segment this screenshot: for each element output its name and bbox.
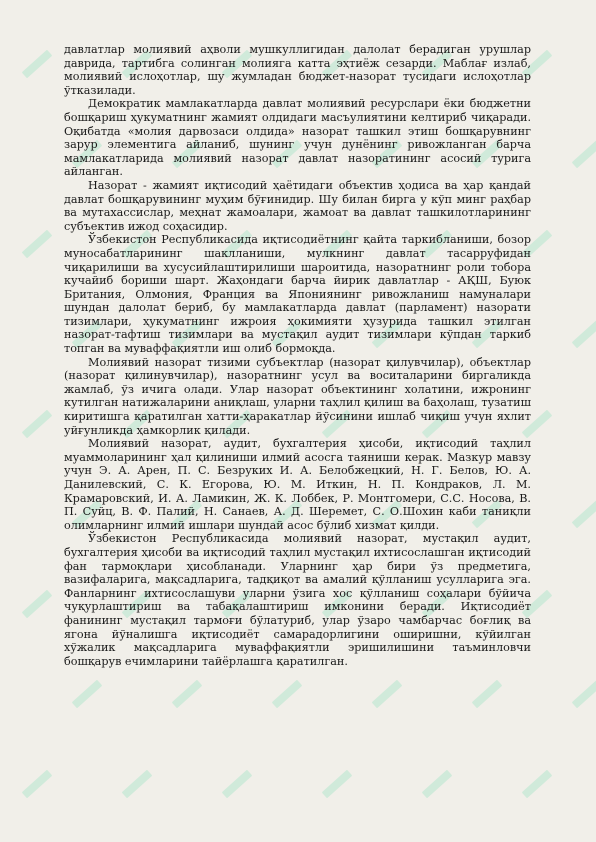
paragraph-5: Молиявий назорат тизими субъектлар (назорат қилувчилар), объектлар (назорат қилинувчилар), назоратнинг усул ва воситаларини биргаликда жамлаб, ўз ичига олади. Улар назорат объектининг холатини, ижронинг кутилган натижаларини аниқлаш, уларни таҳлил қилиш ва баҳолаш, тузатиш киритишга қаратилган хатти-ҳаракатлар йўсинини ишлаб чиқиш учун яхлит уйғунликда ҳамкорлик қилади. — [64, 355, 531, 437]
paragraph-7: Ўзбекистон Республикасида молиявий назорат, мустақил аудит, бухгалтерия ҳисоби ва иқтисодий таҳлил мустақил ихтисослашган иқтисодий фан тармоқлари ҳисобланади. Уларнинг ҳар бири ўз предметига, вазифаларига, мақсадларига, тадқиқот ва амалий қўлланиш усулларига эга. Фанларнинг ихтисослашуви уларни ўзига хос қўлланиш соҳалари бўйича чуқурлаштириш ва табақалаштириш имконини беради. Иқтисодиёт фанининг мустақил тармоғи бўлатуриб, улар ўзаро чамбарчас боғлиқ ва ягона йўналишга иқтисодиёт самарадорлигини оширишни, кўйилган хўжалик мақсадларига муваффақиятли эришилишини таъминловчи бошқарув ечимларини тайёрлашга қаратилган. — [64, 532, 531, 668]
watermark-mark — [572, 320, 596, 349]
watermark-mark — [522, 770, 553, 799]
watermark-mark — [22, 590, 53, 619]
watermark-mark — [572, 140, 596, 169]
watermark-mark — [22, 50, 53, 79]
watermark-mark — [222, 770, 253, 799]
watermark-mark — [422, 770, 453, 799]
paragraph-2: Демократик мамлакатларда давлат молиявий ресурслари ёки бюджетни бошқариш ҳукуматнинг жамият олдидаги масъулиятини келтириб чиқаради. Оқибатда «молия дарвозаси олдида» назорат ташкил этиш бошқарувнинг зарур элементига айланиб, шунинг учун дунёнинг ривожланган барча мамлакатларида молиявий назорат давлат назоратининг асосий турига айланган. — [64, 97, 531, 179]
paragraph-3: Назорат - жамият иқтисодий ҳаётидаги объектив ҳодиса ва ҳар қандай давлат бошқарувининг муҳим бўғинидир. Шу билан бирга у кўп минг раҳбар ва мутахассислар, меҳнат жамоалари, жамоат ва давлат ташкилотларининг субъектив ижод соҳасидир. — [64, 178, 531, 233]
watermark-mark — [22, 770, 53, 799]
watermark-mark — [472, 680, 503, 709]
watermark-mark — [122, 770, 153, 799]
watermark-mark — [572, 680, 596, 709]
paragraph-6: Молиявий назорат, аудит, бухгалтерия ҳисоби, иқтисодий таҳлил муаммоларининг ҳал қилиниши илмий асосга таяниши керак. Мазкур мавзу учун Э. А. Арен, П. С. Безруких И. А. Белобжецкий, Н. Г. Белов, Ю. А. Данилевский, С. К. Егорова, Ю. М. Иткин, Н. П. Кондраков, Л. М. Крамаровский, И. А. Ламикин, Ж. К. Лоббек, Р. Монтгомери, С.С. Носова, В. П. Суйц, В. Ф. Палий, Н. Санаев, А. Д. Шеремет, С. О.Шохин каби таниқли олимларнинг илмий ишлари шундай асос бўлиб хизмат қилди. — [64, 437, 531, 532]
watermark-mark — [572, 500, 596, 529]
watermark-mark — [372, 680, 403, 709]
watermark-mark — [322, 770, 353, 799]
watermark-mark — [272, 680, 303, 709]
paragraph-1: давлатлар молиявий аҳволи мушкуллигидан далолат берадиган урушлар даврида, тартибга солинган молияга катта эҳтиёж сезарди. Маблағ излаб, молиявий ислоҳотлар, шу жумладан бюджет-назорат тусидаги ислоҳотлар ўтказилади. — [64, 43, 531, 97]
watermark-mark — [172, 680, 203, 709]
paragraph-4: Ўзбекистон Республикасида иқтисодиётнинг қайта таркибланиши, бозор муносабатларининг шаклланиши, мулкнинг давлат тасарруфидан чиқарилиши ва хусусийлаштирилиши шароитида, назоратнинг роли тобора кучайиб бориши шарт. Жаҳондаги барча йирик давлатлар - АҚШ, Буюк Британия, Олмония, Франция ва Япониянинг ривожланиш намуналари шундан далолат бериб, бу мамлакатларда давлат (парламент) назорати тизимлари, ҳукуматнинг ижроия ҳокимияти ҳузурида ташкил этилган назорат-тафтиш тизимлари ва мустақил аудит тизимлари кўпдан таркиб топган ва муваффақиятли иш олиб бормоқда. — [64, 233, 531, 356]
watermark-mark — [72, 680, 103, 709]
watermark-mark — [22, 230, 53, 259]
watermark-mark — [22, 410, 53, 439]
document-body — [64, 43, 531, 668]
